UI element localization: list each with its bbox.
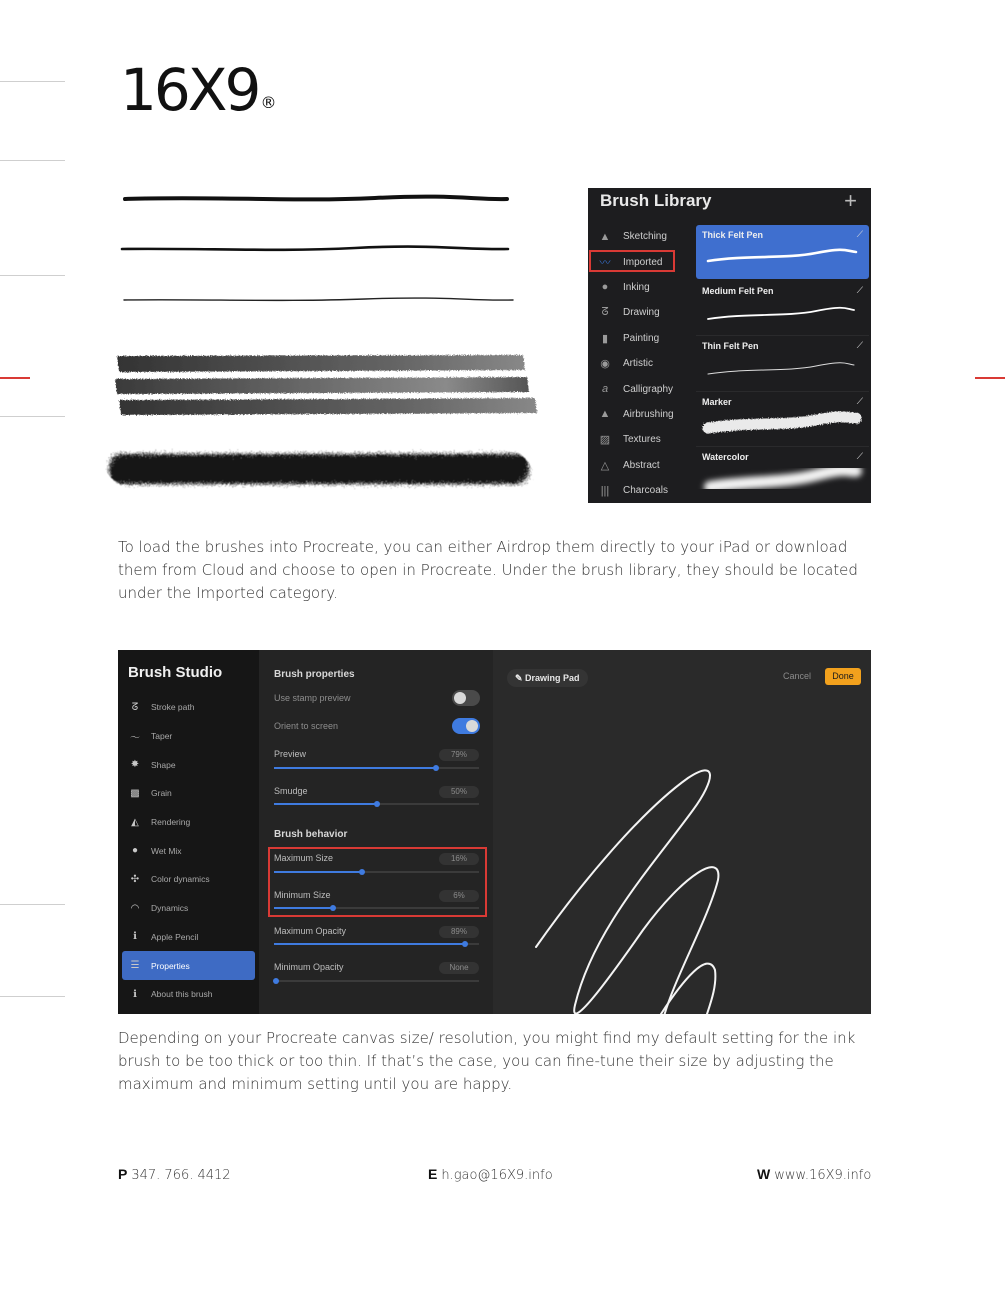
category-sketching[interactable] bbox=[588, 224, 694, 249]
sidebar-item-label: Properties bbox=[151, 960, 190, 971]
category-label: Charcoals bbox=[623, 485, 669, 497]
maximum-size-label: Maximum Size bbox=[274, 853, 334, 863]
category-label: Painting bbox=[623, 332, 660, 344]
sidebar-item-shape[interactable] bbox=[122, 750, 255, 779]
brush-behavior-heading: Brush behavior bbox=[274, 829, 348, 840]
brush-preview bbox=[696, 354, 869, 388]
brush-preview bbox=[696, 410, 869, 444]
feather-icon: ⟋ bbox=[856, 340, 863, 350]
category-inking[interactable] bbox=[588, 275, 694, 300]
size-settings-highlight-box bbox=[268, 847, 487, 917]
brush-library-title: Brush Library bbox=[600, 191, 712, 210]
smudge-slider[interactable] bbox=[274, 803, 479, 805]
medium-felt-stroke bbox=[122, 247, 508, 250]
brush-item-watercolor[interactable] bbox=[696, 447, 869, 503]
slider-handle[interactable] bbox=[433, 765, 439, 771]
edit-icon: ✎ bbox=[515, 673, 526, 683]
slider-handle[interactable] bbox=[273, 978, 279, 984]
maximum-size-value: 16% bbox=[439, 853, 479, 865]
sidebar-item-stroke-path[interactable] bbox=[122, 693, 255, 722]
brush-item-medium-felt-pen[interactable] bbox=[696, 281, 869, 337]
category-airbrushing[interactable] bbox=[588, 402, 694, 427]
sidebar-item-label: Wet Mix bbox=[151, 845, 182, 856]
sidebar-item-properties[interactable] bbox=[122, 951, 255, 980]
brush-studio-panel bbox=[118, 650, 871, 1014]
slider-handle[interactable] bbox=[374, 801, 380, 807]
website-url[interactable]: www.16X9.info bbox=[774, 1168, 872, 1183]
marker-stroke-2 bbox=[115, 377, 529, 394]
thin-felt-stroke bbox=[124, 298, 513, 300]
web-key: W bbox=[757, 1166, 771, 1182]
crop-mark-left bbox=[0, 377, 30, 379]
color-dynamics-icon: ✣ bbox=[130, 873, 140, 885]
margin-guide bbox=[0, 81, 65, 82]
email-key: E bbox=[428, 1166, 438, 1182]
cancel-button[interactable]: Cancel bbox=[783, 671, 812, 681]
feather-icon: ⟋ bbox=[856, 284, 863, 295]
category-label: Drawing bbox=[623, 307, 660, 319]
marker-stroke-1 bbox=[117, 355, 525, 372]
minimum-opacity-label: Minimum Opacity bbox=[274, 962, 344, 972]
preview-slider[interactable] bbox=[274, 767, 479, 769]
stroke-path-icon: ᘔ bbox=[131, 701, 139, 713]
shape-icon: ✸ bbox=[130, 759, 140, 771]
sidebar-item-label: Apple Pencil bbox=[151, 931, 199, 942]
sidebar-item-label: Taper bbox=[151, 731, 173, 742]
wet-mix-icon: ● bbox=[131, 845, 139, 857]
list-icon: ☰ bbox=[130, 960, 140, 972]
maximum-opacity-value: 89% bbox=[439, 926, 479, 938]
instruction-paragraph-2: Depending on your Procreate canvas size/ resolution, you might find my default setting for the ink brush to be too thick or too thin. If that’s the case, you can fine-tune their size by adjusting the maximum and minimum setting until you are happy. bbox=[118, 1029, 856, 1093]
brush-library-panel bbox=[588, 188, 871, 503]
category-label: Airbrushing bbox=[623, 408, 674, 420]
category-painting[interactable] bbox=[588, 326, 694, 351]
orient-to-screen-label: Orient to screen bbox=[274, 721, 339, 731]
texture-icon: ▨ bbox=[599, 434, 611, 447]
category-label: Sketching bbox=[623, 231, 667, 243]
brush-item-marker[interactable] bbox=[696, 392, 869, 448]
slider-fill bbox=[274, 803, 377, 805]
calligraphy-icon: a bbox=[601, 383, 609, 396]
sidebar-item-label: Shape bbox=[151, 759, 176, 770]
margin-guide bbox=[0, 416, 65, 417]
preview-value: 79% bbox=[439, 749, 479, 761]
brush-name: Medium Felt Pen bbox=[702, 285, 774, 296]
sidebar-item-label: Grain bbox=[151, 788, 172, 799]
sidebar-item-label: Color dynamics bbox=[151, 874, 210, 885]
brush-list bbox=[696, 225, 869, 503]
info-icon: ℹ bbox=[133, 931, 137, 943]
brush-studio-sidebar bbox=[118, 650, 259, 1014]
drawing-pad-canvas[interactable] bbox=[493, 650, 871, 1014]
brush-name: Thin Felt Pen bbox=[702, 341, 759, 351]
category-artistic[interactable] bbox=[588, 351, 694, 376]
brush-stroke-samples bbox=[95, 180, 545, 500]
crop-mark-right bbox=[975, 377, 1005, 379]
footer-email bbox=[428, 1166, 553, 1183]
sidebar-item-grain[interactable] bbox=[122, 779, 255, 808]
category-textures[interactable] bbox=[588, 427, 694, 452]
charcoal-icon: ||| bbox=[600, 484, 610, 497]
category-label: Abstract bbox=[623, 459, 660, 471]
feather-icon: 〰 bbox=[599, 257, 611, 270]
maximum-opacity-label: Maximum Opacity bbox=[274, 926, 347, 936]
dynamics-icon: ◠ bbox=[130, 902, 140, 914]
drawing-pad-label: Drawing Pad bbox=[525, 673, 580, 683]
email-address[interactable]: h.gao@16X9.info bbox=[441, 1168, 553, 1183]
margin-guide bbox=[0, 996, 65, 997]
add-brush-icon[interactable]: + bbox=[844, 188, 857, 213]
done-button[interactable]: Done bbox=[825, 668, 861, 685]
brush-preview bbox=[696, 465, 869, 499]
brush-name: Marker bbox=[702, 396, 732, 407]
margin-guide bbox=[0, 160, 65, 161]
sidebar-item-rendering[interactable] bbox=[122, 808, 255, 837]
footer-website bbox=[757, 1166, 871, 1183]
thick-felt-stroke bbox=[125, 197, 507, 200]
orient-to-screen-toggle[interactable] bbox=[452, 718, 480, 734]
sample-scribble bbox=[493, 650, 871, 1014]
feather-icon: ⟋ bbox=[856, 451, 863, 461]
sidebar-item-label: Dynamics bbox=[151, 903, 189, 914]
airbrush-icon: ▲ bbox=[599, 408, 611, 421]
pencil-icon: ▲ bbox=[599, 230, 611, 243]
slider-fill bbox=[274, 767, 436, 769]
ink-drop-icon: ● bbox=[601, 281, 609, 294]
palette-icon: ◉ bbox=[600, 358, 610, 371]
brush-name: Thick Felt Pen bbox=[702, 230, 764, 240]
preview-label: Preview bbox=[274, 749, 307, 759]
squiggle-icon: ᘔ bbox=[601, 306, 609, 319]
brush-properties-heading: Brush properties bbox=[274, 669, 355, 680]
category-label: Textures bbox=[623, 434, 661, 446]
sidebar-item-about[interactable] bbox=[122, 980, 255, 1009]
registered-mark: ® bbox=[260, 93, 277, 112]
sidebar-item-taper[interactable] bbox=[122, 722, 255, 751]
marker-stroke-3 bbox=[119, 398, 537, 415]
sidebar-item-label: Rendering bbox=[151, 817, 191, 828]
category-calligraphy[interactable] bbox=[588, 376, 694, 401]
category-label: Artistic bbox=[623, 358, 653, 370]
charcoal-stroke bbox=[109, 454, 529, 484]
category-drawing[interactable] bbox=[588, 300, 694, 325]
brush-properties-panel bbox=[259, 650, 493, 1014]
brush-item-thick-felt-pen[interactable] bbox=[696, 225, 869, 279]
use-stamp-preview-toggle[interactable] bbox=[452, 690, 480, 706]
sidebar-item-label: About this brush bbox=[151, 989, 213, 1000]
slider-fill bbox=[274, 943, 465, 945]
sidebar-item-label: Stroke path bbox=[151, 702, 195, 713]
minimum-opacity-slider[interactable] bbox=[274, 980, 479, 982]
taper-icon: 〜 bbox=[130, 732, 140, 744]
logo bbox=[120, 56, 277, 135]
triangle-icon: △ bbox=[600, 459, 610, 472]
smudge-value: 50% bbox=[439, 786, 479, 798]
feather-icon: ⟋ bbox=[856, 395, 863, 406]
grain-icon: ▩ bbox=[130, 787, 140, 799]
toggle-knob bbox=[466, 720, 478, 732]
minimum-size-label: Minimum Size bbox=[274, 890, 331, 900]
logo-text: 16X9 bbox=[120, 56, 259, 124]
use-stamp-preview-label: Use stamp preview bbox=[274, 693, 351, 703]
feather-icon: ⟋ bbox=[856, 229, 863, 239]
brush-preview bbox=[696, 299, 869, 333]
slider-handle[interactable] bbox=[462, 941, 468, 947]
sidebar-item-wet-mix[interactable] bbox=[122, 836, 255, 865]
minimum-size-value: 6% bbox=[439, 890, 479, 902]
category-label: Imported bbox=[623, 256, 663, 268]
rendering-icon: ◭ bbox=[131, 816, 139, 828]
brush-studio-title: Brush Studio bbox=[128, 664, 223, 681]
paint-brush-icon: ▮ bbox=[601, 332, 609, 345]
instruction-paragraph-1: To load the brushes into Procreate, you can either Airdrop them directly to your iPad or download them from Cloud and choose to open in Procreate. Under the brush library, they should be located under the Imported category. bbox=[118, 538, 858, 602]
category-charcoals[interactable] bbox=[588, 478, 694, 503]
brush-name: Watercolor bbox=[702, 452, 749, 462]
info-icon: ℹ bbox=[133, 988, 137, 1000]
margin-guide bbox=[0, 904, 65, 905]
sidebar-item-apple-pencil[interactable] bbox=[122, 923, 255, 952]
brush-item-thin-felt-pen[interactable] bbox=[696, 336, 869, 392]
phone-key: P bbox=[118, 1166, 128, 1182]
smudge-label: Smudge bbox=[274, 786, 308, 796]
minimum-opacity-value: None bbox=[439, 962, 479, 974]
sidebar-item-color-dynamics[interactable] bbox=[122, 865, 255, 894]
footer-phone bbox=[118, 1166, 231, 1183]
category-abstract[interactable] bbox=[588, 453, 694, 478]
imported-highlight-box bbox=[589, 250, 675, 272]
category-label: Calligraphy bbox=[623, 383, 674, 395]
phone-number: 347. 766. 4412 bbox=[131, 1168, 231, 1183]
sidebar-item-dynamics[interactable] bbox=[122, 894, 255, 923]
category-label: Inking bbox=[623, 281, 650, 293]
toggle-knob bbox=[454, 692, 466, 704]
maximum-opacity-slider[interactable] bbox=[274, 943, 479, 945]
brush-preview bbox=[696, 243, 869, 277]
margin-guide bbox=[0, 275, 65, 276]
